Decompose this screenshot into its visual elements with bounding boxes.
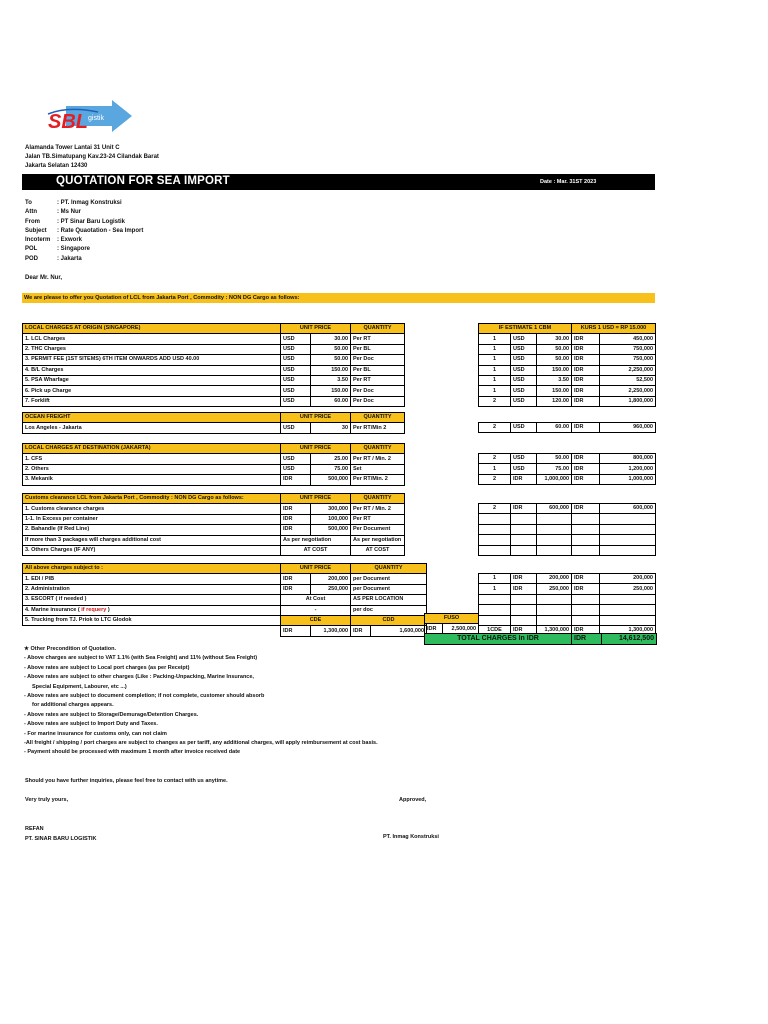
destination-header: LOCAL CHARGES AT DESTINATION (JAKARTA) bbox=[23, 444, 281, 454]
quantity: Per RT / Min. 2 bbox=[351, 454, 405, 464]
charge-name: 5. Trucking from TJ. Priok to LTC Glodok bbox=[23, 615, 281, 625]
currency: IDR bbox=[351, 626, 371, 636]
currency: USD bbox=[511, 375, 537, 385]
logo-sub: gistik bbox=[88, 115, 104, 122]
table-row bbox=[23, 626, 427, 636]
quantity: Per RT/Min 2 bbox=[351, 423, 405, 433]
table-row bbox=[23, 396, 405, 406]
quantity: AS PER LOCATION bbox=[351, 595, 427, 605]
table-row bbox=[479, 594, 656, 604]
ocean-header: OCEAN FREIGHT bbox=[23, 413, 281, 423]
table-row bbox=[479, 375, 656, 385]
currency: IDR bbox=[511, 474, 537, 484]
amount-idr: 52,500 bbox=[600, 375, 656, 385]
currency: IDR bbox=[281, 475, 311, 485]
truck-cdd-header: CDD bbox=[351, 615, 427, 625]
table-row bbox=[23, 334, 405, 344]
table-row bbox=[23, 375, 405, 385]
note-line: - Payment should be processed with maximum 1 month after invoice received date bbox=[24, 749, 241, 756]
customs-header: Customs clearance LCL from Jakarta Port , Commodity : NON DG Cargo as follows: bbox=[23, 494, 281, 504]
unit-price: 300,000 bbox=[311, 504, 351, 514]
qty: 2 bbox=[479, 396, 511, 406]
charge-name: 5. PSA Wharfage bbox=[23, 375, 281, 385]
table-row bbox=[479, 514, 656, 524]
table-row bbox=[23, 386, 405, 396]
currency: USD bbox=[281, 396, 311, 406]
quantity-header: QUANTITY bbox=[351, 413, 405, 423]
charge-name: 2. Administration bbox=[23, 584, 281, 594]
currency: USD bbox=[281, 423, 311, 433]
star-icon: ★ bbox=[24, 646, 29, 652]
currency: IDR bbox=[281, 514, 311, 524]
amount: 75.00 bbox=[537, 464, 572, 474]
unit-price: AT COST bbox=[281, 545, 351, 555]
yours-text: Very truly yours, bbox=[25, 797, 69, 803]
currency: IDR bbox=[511, 504, 537, 514]
truck-cde-price: 1,300,000 bbox=[311, 626, 351, 636]
salutation: Dear Mr. Nur, bbox=[25, 275, 63, 281]
fuso-table bbox=[424, 613, 479, 635]
truck-cde-header: CDE bbox=[281, 615, 351, 625]
amount-idr: 960,000 bbox=[600, 423, 656, 433]
amount-idr: 800,000 bbox=[600, 454, 656, 464]
address-line: Jakarta Selatan 12430 bbox=[25, 163, 88, 169]
table-row bbox=[23, 423, 405, 433]
table-row bbox=[23, 504, 405, 514]
unit-price: 50.00 bbox=[311, 344, 351, 354]
charge-name: 3. PERMIT FEE (1ST 5ITEMS) 6TH ITEM ONWARDS ADD USD 40.00 bbox=[23, 355, 281, 365]
table-row bbox=[23, 365, 405, 375]
charge-name: 2. Others bbox=[23, 464, 281, 474]
unit-price: At Cost bbox=[281, 595, 351, 605]
document-date: Date : Mar. 31ST 2023 bbox=[540, 179, 597, 185]
table-row bbox=[479, 524, 656, 534]
qty: 2 bbox=[479, 423, 511, 433]
currency: USD bbox=[281, 386, 311, 396]
currency-idr: IDR bbox=[572, 355, 600, 365]
currency: IDR bbox=[511, 625, 537, 635]
currency: USD bbox=[281, 454, 311, 464]
note-line: - Above rates are subject to Storage/Demurage/Detention Charges. bbox=[24, 711, 199, 718]
ocean-freight-table bbox=[22, 412, 405, 434]
table-row bbox=[23, 525, 405, 535]
table-row bbox=[23, 355, 405, 365]
amount: 50.00 bbox=[537, 344, 572, 354]
table-row bbox=[23, 615, 427, 625]
note-line: - Above rates are subject to Local port charges (as per Receipt) bbox=[24, 664, 190, 671]
quantity: per doc bbox=[351, 605, 427, 615]
if-requery-text: if requery bbox=[81, 606, 107, 613]
info-value: : Jakarta bbox=[57, 255, 82, 262]
table-row bbox=[479, 386, 656, 396]
unit-price: 150.00 bbox=[311, 386, 351, 396]
table-row bbox=[479, 474, 656, 484]
unit-price: 60.00 bbox=[311, 396, 351, 406]
unit-price: 500,000 bbox=[311, 525, 351, 535]
signer-name: REFAN bbox=[25, 826, 44, 832]
qty: 2 bbox=[479, 474, 511, 484]
qty: 1 bbox=[479, 464, 511, 474]
info-key: From bbox=[25, 218, 40, 225]
info-key: POL bbox=[25, 246, 38, 253]
document-title: QUOTATION FOR SEA IMPORT bbox=[56, 175, 230, 187]
amount: 60.00 bbox=[537, 423, 572, 433]
charge-name: 2. THC Charges bbox=[23, 344, 281, 354]
destination-charges-table bbox=[22, 443, 405, 486]
quantity: As per negotiation bbox=[351, 535, 405, 545]
note-line: - Above charges are subject to VAT 1.1% (with Sea Freight) and 11% (without Sea Freight) bbox=[24, 655, 258, 662]
table-row bbox=[479, 535, 656, 545]
charge-name: 1. EDI / PIB bbox=[23, 574, 281, 584]
unit-price: 150.00 bbox=[311, 365, 351, 375]
currency-idr: IDR bbox=[572, 464, 600, 474]
currency-idr: IDR bbox=[572, 396, 600, 406]
table-row bbox=[23, 454, 405, 464]
currency: USD bbox=[511, 423, 537, 433]
currency: USD bbox=[511, 464, 537, 474]
qty: 1 bbox=[479, 386, 511, 396]
unit-price: 100,000 bbox=[311, 514, 351, 524]
amount: 600,000 bbox=[537, 504, 572, 514]
closing-text: Should you have further inquiries, please feel free to contact with us anytime. bbox=[25, 778, 228, 784]
quantity-header: QUANTITY bbox=[351, 324, 405, 334]
subject-calc-table bbox=[478, 573, 656, 636]
charge-name: If more than 3 packages will charges additional cost bbox=[23, 535, 281, 545]
currency-idr: IDR bbox=[572, 344, 600, 354]
qty: 1 bbox=[479, 365, 511, 375]
company-logo bbox=[38, 100, 133, 140]
unit-price-header: UNIT PRICE bbox=[281, 564, 351, 574]
table-row bbox=[479, 464, 656, 474]
quantity: Per Document bbox=[351, 525, 405, 535]
unit-price: 30.00 bbox=[311, 334, 351, 344]
table-row bbox=[479, 584, 656, 594]
amount-idr: 1,300,000 bbox=[600, 625, 656, 635]
charge-name: 4. B/L Charges bbox=[23, 365, 281, 375]
info-value: : PT Sinar Baru Logistik bbox=[57, 218, 126, 225]
unit-price-header: UNIT PRICE bbox=[281, 494, 351, 504]
qty: 1 bbox=[479, 334, 511, 344]
info-key: To bbox=[25, 200, 32, 206]
charge-name: 3. Others Charges (IF ANY) bbox=[23, 545, 281, 555]
table-row bbox=[23, 344, 405, 354]
amount: 50.00 bbox=[537, 355, 572, 365]
table-row bbox=[479, 365, 656, 375]
charge-name: 1. CFS bbox=[23, 454, 281, 464]
quantity: Per Doc bbox=[351, 386, 405, 396]
quantity-header: QUANTITY bbox=[351, 494, 405, 504]
quantity: per Document bbox=[351, 574, 427, 584]
unit-price: 25.00 bbox=[311, 454, 351, 464]
currency: USD bbox=[281, 334, 311, 344]
unit-price: 250,000 bbox=[311, 584, 351, 594]
amount: 50.00 bbox=[537, 454, 572, 464]
currency-idr: IDR bbox=[572, 574, 600, 584]
quantity: Per BL bbox=[351, 344, 405, 354]
currency: USD bbox=[511, 334, 537, 344]
charge-name: 1-1. In Excess per container bbox=[23, 514, 281, 524]
info-value: : PT. Inmag Konstruksi bbox=[57, 200, 122, 206]
note-line: - For marine insurance for customs only, can not claim bbox=[24, 730, 167, 737]
info-value: : Singapore bbox=[57, 246, 91, 253]
amount: 150.00 bbox=[537, 365, 572, 375]
qty: 1 bbox=[479, 574, 511, 584]
currency: IDR bbox=[511, 574, 537, 584]
currency-idr: IDR bbox=[572, 375, 600, 385]
unit-price-header: UNIT PRICE bbox=[281, 324, 351, 334]
charge-name: 4. Marine insurance ( if requery ) bbox=[23, 605, 281, 615]
charge-name: 2. Bahandle (If Red Line) bbox=[23, 525, 281, 535]
currency: USD bbox=[281, 375, 311, 385]
currency: USD bbox=[281, 344, 311, 354]
table-row bbox=[23, 584, 427, 594]
table-row bbox=[479, 605, 656, 615]
info-key: POD bbox=[25, 255, 39, 262]
company-address bbox=[25, 144, 159, 171]
note-line: Other Precondition of Quotation. bbox=[30, 646, 117, 652]
currency-idr: IDR bbox=[572, 625, 600, 635]
table-row bbox=[479, 355, 656, 365]
origin-calc-table bbox=[478, 323, 656, 407]
intro-text: We are please to offer you Quotation of LCL from Jakarta Port , Commodity : NON DG Cargo as follows: bbox=[24, 295, 300, 301]
currency: IDR bbox=[425, 624, 443, 634]
currency: USD bbox=[511, 344, 537, 354]
table-row bbox=[23, 574, 427, 584]
unit-price: 500,000 bbox=[311, 475, 351, 485]
unit-price: 30 bbox=[311, 423, 351, 433]
total-value: 14,612,500 bbox=[601, 633, 657, 645]
approved-text: Approved, bbox=[399, 797, 427, 803]
currency: IDR bbox=[281, 525, 311, 535]
route: Los Angeles - Jakarta bbox=[23, 423, 281, 433]
title-bar bbox=[22, 174, 655, 190]
note-line: -All freight / shipping / port charges are subject to changes as per tariff, any additional charges, will apply reimbursement at cost basis. bbox=[24, 740, 378, 747]
currency: USD bbox=[511, 365, 537, 375]
currency: IDR bbox=[281, 626, 311, 636]
currency-idr: IDR bbox=[572, 584, 600, 594]
qty: 1 bbox=[479, 375, 511, 385]
currency-idr: IDR bbox=[572, 365, 600, 375]
currency: IDR bbox=[511, 584, 537, 594]
amount: 150.00 bbox=[537, 386, 572, 396]
qty: 1 bbox=[479, 584, 511, 594]
signer-company: PT. SINAR BARU LOGISTIK bbox=[25, 836, 97, 842]
unit-price: 200,000 bbox=[311, 574, 351, 584]
qty: 1 bbox=[479, 344, 511, 354]
quantity: Per RT bbox=[351, 514, 405, 524]
currency: USD bbox=[281, 365, 311, 375]
charge-name: 3. Mekanik bbox=[23, 475, 281, 485]
note-line: - Above rates are subject to other charges (Like : Packing-Unpacking, Marine Insurance, bbox=[24, 674, 254, 681]
amount-idr: 200,000 bbox=[600, 574, 656, 584]
table-row bbox=[479, 504, 656, 514]
quantity-header: QUANTITY bbox=[351, 564, 427, 574]
currency: USD bbox=[511, 396, 537, 406]
amount-idr: 2,250,000 bbox=[600, 365, 656, 375]
currency: USD bbox=[511, 454, 537, 464]
quantity-header: QUANTITY bbox=[351, 444, 405, 454]
info-key: Incoterm bbox=[25, 237, 51, 244]
info-key: Subject bbox=[25, 227, 47, 234]
total-currency: IDR bbox=[571, 633, 603, 645]
estimate-header: IF ESTIMATE 1 CBM bbox=[479, 324, 572, 334]
currency: IDR bbox=[281, 504, 311, 514]
currency-idr: IDR bbox=[572, 504, 600, 514]
currency: USD bbox=[281, 355, 311, 365]
quantity: Per RT bbox=[351, 334, 405, 344]
table-row bbox=[479, 344, 656, 354]
amount-idr: 250,000 bbox=[600, 584, 656, 594]
quantity: Per RT / Min. 2 bbox=[351, 504, 405, 514]
charge-name: 1. LCL Charges bbox=[23, 334, 281, 344]
charge-name: 3. ESCORT ( if needed ) bbox=[23, 595, 281, 605]
client-company: PT. Inmag Konstruksi bbox=[383, 834, 439, 840]
qty: 2 bbox=[479, 454, 511, 464]
origin-charges-table bbox=[22, 323, 405, 407]
qty: 1 bbox=[479, 355, 511, 365]
amount-idr: 450,000 bbox=[600, 334, 656, 344]
note-line: - Above rates are subject to document completion; if not complete, customer should absorb bbox=[24, 693, 265, 700]
note-line: Special Equipment, Labourer, etc ...) bbox=[32, 683, 127, 690]
address-line: Jalan TB.Simatupang Kav.23-24 Cilandak Barat bbox=[25, 154, 159, 160]
kurs-header: KURS 1 USD = RP 15.000 bbox=[572, 324, 656, 334]
table-row bbox=[479, 615, 656, 625]
unit-price: 50.00 bbox=[311, 355, 351, 365]
table-row bbox=[479, 334, 656, 344]
currency-idr: IDR bbox=[572, 334, 600, 344]
currency-idr: IDR bbox=[572, 386, 600, 396]
table-row bbox=[23, 475, 405, 485]
amount-idr: 1,000,000 bbox=[600, 474, 656, 484]
quantity: Per Doc bbox=[351, 355, 405, 365]
charge-name: 1. Customs clearance charges bbox=[23, 504, 281, 514]
currency: IDR bbox=[281, 574, 311, 584]
charge-name: 7. Forklift bbox=[23, 396, 281, 406]
amount: 1,300,000 bbox=[537, 625, 572, 635]
info-key: Attn bbox=[25, 209, 37, 216]
amount: 3.50 bbox=[537, 375, 572, 385]
quantity: per Document bbox=[351, 584, 427, 594]
amount: 120.00 bbox=[537, 396, 572, 406]
currency: IDR bbox=[281, 584, 311, 594]
recipient-info bbox=[25, 199, 143, 264]
amount-idr: 2,250,000 bbox=[600, 386, 656, 396]
address-line: Alamanda Tower Lantai 31 Unit C bbox=[25, 145, 120, 151]
ocean-calc-table bbox=[478, 422, 656, 433]
unit-price: 3.50 bbox=[311, 375, 351, 385]
currency: USD bbox=[511, 355, 537, 365]
origin-header: LOCAL CHARGES AT ORIGIN (SINGAPORE) bbox=[23, 324, 281, 334]
quantity: Per RT bbox=[351, 375, 405, 385]
truck-fuso-price: 2,500,000 bbox=[443, 624, 479, 634]
amount-idr: 600,000 bbox=[600, 504, 656, 514]
currency: USD bbox=[281, 464, 311, 474]
destination-calc-table bbox=[478, 453, 656, 485]
table-row bbox=[479, 423, 656, 433]
amount: 250,000 bbox=[537, 584, 572, 594]
info-value: : Ms Nur bbox=[57, 209, 81, 216]
truck-fuso-header: FUSO bbox=[425, 614, 479, 624]
info-value: : Exwork bbox=[57, 237, 83, 244]
amount-idr: 750,000 bbox=[600, 344, 656, 354]
table-row bbox=[23, 514, 405, 524]
unit-price-header: UNIT PRICE bbox=[281, 444, 351, 454]
table-row bbox=[23, 464, 405, 474]
table-row bbox=[479, 545, 656, 555]
amount: 1,000,000 bbox=[537, 474, 572, 484]
intro-bar bbox=[22, 293, 655, 303]
table-row bbox=[479, 396, 656, 406]
table-row bbox=[479, 454, 656, 464]
truck-cdd-price: 1,600,000 bbox=[371, 626, 427, 636]
currency-idr: IDR bbox=[572, 423, 600, 433]
qty: 2 bbox=[479, 504, 511, 514]
unit-price: 75.00 bbox=[311, 464, 351, 474]
qty: 1CDE bbox=[479, 625, 511, 635]
subject-charges-table bbox=[22, 563, 427, 637]
amount: 30.00 bbox=[537, 334, 572, 344]
customs-clearance-table bbox=[22, 493, 405, 556]
currency: USD bbox=[511, 386, 537, 396]
quantity: Set bbox=[351, 464, 405, 474]
info-value: : Rate Quaotation - Sea Import bbox=[57, 227, 144, 234]
amount-idr: 1,800,000 bbox=[600, 396, 656, 406]
quantity: Per Doc bbox=[351, 396, 405, 406]
note-line: - Above rates are subject to Import Duty and Taxes. bbox=[24, 721, 158, 728]
amount: 200,000 bbox=[537, 574, 572, 584]
unit-price-header: UNIT PRICE bbox=[281, 413, 351, 423]
charge-name: 6. Pick up Charge bbox=[23, 386, 281, 396]
customs-calc-table bbox=[478, 503, 656, 556]
note-line: for additional charges appears. bbox=[32, 702, 114, 709]
subject-header: All above charges subject to : bbox=[23, 564, 281, 574]
currency-idr: IDR bbox=[572, 454, 600, 464]
logo-text: SBL bbox=[48, 111, 88, 133]
unit-price: As per negotiation bbox=[281, 535, 351, 545]
preconditions bbox=[24, 645, 378, 758]
amount-idr: 1,200,000 bbox=[600, 464, 656, 474]
table-row bbox=[23, 545, 405, 555]
total-label: TOTAL CHARGES In IDR bbox=[424, 633, 572, 645]
table-row bbox=[23, 595, 427, 605]
unit-price: - bbox=[281, 605, 351, 615]
quantity: Per BL bbox=[351, 365, 405, 375]
table-row bbox=[23, 535, 405, 545]
quantity: AT COST bbox=[351, 545, 405, 555]
currency-idr: IDR bbox=[572, 474, 600, 484]
amount-idr: 750,000 bbox=[600, 355, 656, 365]
table-row bbox=[23, 605, 427, 615]
quantity: Per RT/Min. 2 bbox=[351, 475, 405, 485]
table-row bbox=[479, 574, 656, 584]
